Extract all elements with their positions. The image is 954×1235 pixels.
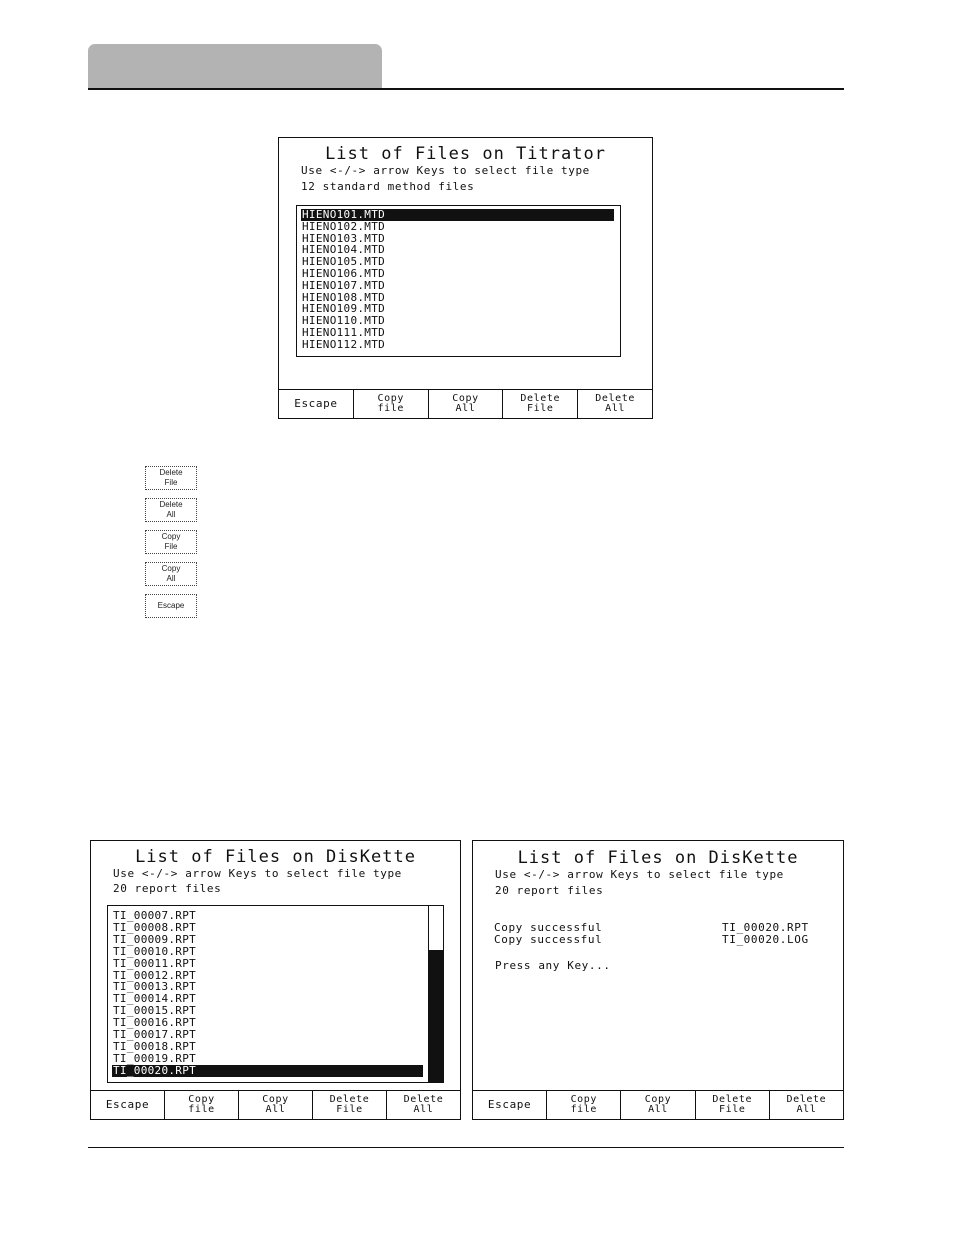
softkey-delete-file-button[interactable]: Delete File [312, 1091, 386, 1119]
softkey-delete-file-button[interactable]: Delete File [502, 390, 577, 418]
screen-instruction: Use <-/-> arrow Keys to select file type [113, 867, 402, 880]
list-scrollbar[interactable] [428, 906, 443, 1082]
file-count-label: 20 report files [113, 882, 222, 895]
list-item[interactable]: TI_00013.RPT [113, 980, 197, 994]
softkey-bar [279, 389, 652, 418]
file-count-label: 12 standard method files [301, 180, 475, 193]
screen-title: List of Files on DisKette [135, 847, 416, 867]
list-item[interactable]: HIENO101.MTD [301, 209, 614, 221]
softkey-escape-button[interactable]: Escape [105, 1098, 150, 1111]
press-any-key-prompt: Press any Key... [495, 959, 611, 972]
list-item[interactable]: TI_00015.RPT [113, 1004, 197, 1018]
list-item[interactable]: HIENO110.MTD [302, 314, 386, 328]
list-item[interactable]: TI_00020.RPT [112, 1065, 423, 1077]
legend-copy-file-button[interactable]: Copy File [145, 530, 197, 554]
list-item[interactable]: TI_00012.RPT [113, 968, 197, 982]
list-item[interactable]: TI_00019.RPT [113, 1051, 197, 1065]
header-rule [88, 88, 844, 90]
list-item[interactable]: HIENO105.MTD [302, 255, 386, 269]
softkey-copy-file-button[interactable]: Copy file [353, 390, 428, 418]
list-item[interactable]: HIENO104.MTD [302, 243, 386, 257]
list-item[interactable]: HIENO109.MTD [302, 302, 386, 316]
scrollbar-thumb[interactable] [429, 950, 443, 1082]
list-item[interactable]: HIENO103.MTD [302, 231, 386, 245]
softkey-bar [91, 1090, 460, 1119]
titrator-file-list-screen [278, 137, 653, 419]
copy-status-label: Copy successful [494, 933, 603, 946]
legend-delete-all-button[interactable]: Delete All [145, 498, 197, 522]
list-item[interactable]: TI_00009.RPT [113, 932, 197, 946]
list-item[interactable]: TI_00008.RPT [113, 920, 197, 934]
list-item[interactable]: TI_00014.RPT [113, 992, 197, 1006]
softkey-bar [473, 1090, 843, 1119]
legend-escape-button[interactable]: Escape [145, 594, 197, 618]
footer-rule [88, 1147, 844, 1148]
list-item[interactable]: TI_00017.RPT [113, 1028, 197, 1041]
list-item[interactable]: TI_00007.RPT [113, 909, 197, 922]
legend-delete-file-button[interactable]: Delete File [145, 466, 197, 490]
screen-title: List of Files on Titrator [325, 144, 606, 164]
copied-file-name: TI_00020.RPT [722, 921, 809, 934]
list-item[interactable]: HIENO102.MTD [302, 219, 386, 233]
legend-copy-all-button[interactable]: Copy All [145, 562, 197, 586]
file-listbox[interactable] [296, 205, 621, 357]
screen-instruction: Use <-/-> arrow Keys to select file type [495, 868, 784, 881]
softkey-copy-all-button[interactable]: Copy All [428, 390, 503, 418]
softkey-delete-all-button[interactable]: Delete All [577, 390, 652, 418]
copy-status-label: Copy successful [494, 921, 603, 934]
softkey-copy-all-button[interactable]: Copy All [620, 1091, 694, 1119]
softkey-copy-all-button[interactable]: Copy All [238, 1091, 312, 1119]
screen-instruction: Use <-/-> arrow Keys to select file type [301, 164, 590, 177]
list-item[interactable]: HIENO106.MTD [302, 267, 386, 280]
list-item[interactable]: TI_00011.RPT [113, 956, 197, 970]
list-item[interactable]: TI_00016.RPT [113, 1016, 197, 1030]
softkey-copy-file-button[interactable]: Copy file [546, 1091, 620, 1119]
file-count-label: 20 report files [495, 884, 604, 897]
list-item[interactable]: HIENO107.MTD [302, 278, 386, 292]
list-item[interactable]: TI_00010.RPT [113, 944, 197, 958]
softkey-delete-all-button[interactable]: Delete All [769, 1091, 843, 1119]
file-listbox[interactable] [107, 905, 444, 1083]
list-item[interactable]: HIENO108.MTD [302, 290, 386, 304]
list-item[interactable]: HIENO112.MTD [302, 337, 386, 351]
screen-title: List of Files on DisKette [517, 848, 799, 868]
list-item[interactable]: TI_00018.RPT [113, 1039, 197, 1053]
diskette-copy-status-screen [472, 840, 844, 1120]
diskette-file-list-screen [90, 840, 461, 1120]
softkey-delete-file-button[interactable]: Delete File [695, 1091, 769, 1119]
softkey-escape-button[interactable]: Escape [294, 397, 338, 410]
softkey-copy-file-button[interactable]: Copy file [164, 1091, 238, 1119]
list-item[interactable]: HIENO111.MTD [302, 326, 386, 339]
softkey-delete-all-button[interactable]: Delete All [386, 1091, 460, 1119]
softkey-escape-button[interactable]: Escape [487, 1098, 532, 1111]
copied-file-name: TI_00020.LOG [722, 933, 809, 946]
section-tab-header [88, 44, 382, 88]
